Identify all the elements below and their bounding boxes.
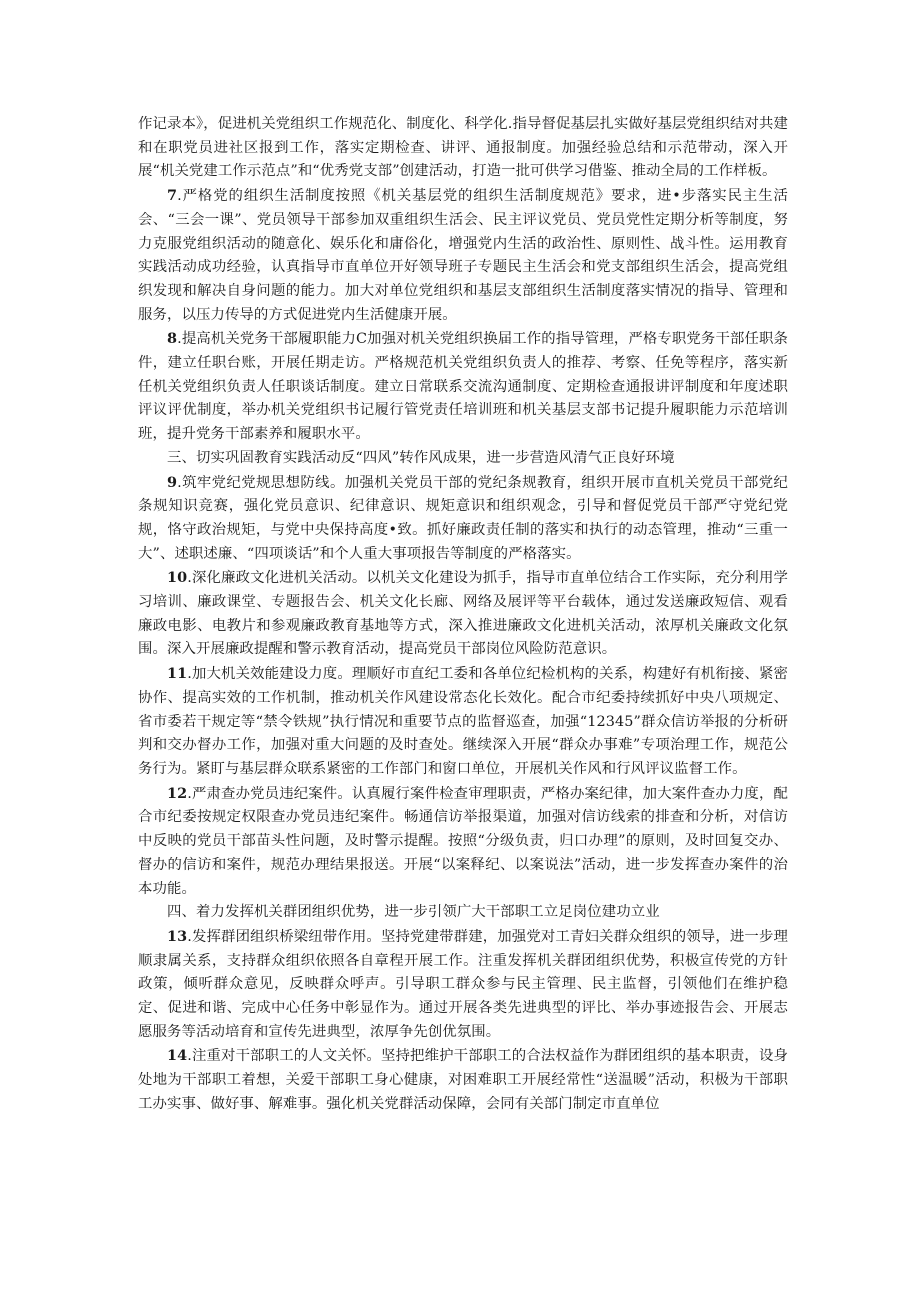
item-number: 7 — [167, 187, 178, 205]
paragraph-item-7 — [138, 184, 788, 327]
item-number: 12 — [167, 784, 188, 802]
paragraph-text: .注重对干部职工的人文关怀。坚持把维护干部职工的合法权益作为群团组织的基本职责，设身处地为干部职工着想，关爱干部职工身心健康，对困难职工开展经常性“送温暖”活动，积极为干部职工办实事、做好事、解难事。强化机关党群活动保障，会同有关部门制定市直单位 — [138, 1048, 788, 1112]
paragraph-item-11 — [138, 662, 788, 782]
paragraph-item-9 — [138, 471, 788, 567]
paragraph-continuation — [138, 113, 788, 184]
paragraph-item-13 — [138, 925, 788, 1045]
item-number: 13 — [167, 927, 188, 945]
item-number: 14 — [167, 1047, 188, 1065]
paragraph-item-14 — [138, 1044, 788, 1116]
heading-text: 四、着力发挥机关群团组织优势，进一步引领广大干部职工立足岗位建功立业 — [167, 904, 660, 921]
section-heading-3 — [138, 447, 788, 471]
paragraph-text: .发挥群团组织桥梁纽带作用。坚持党建带群建，加强党对工青妇关群众组织的领导，进一步理顺隶属关系，支持群众组织依照各自章程开展工作。注重发挥机关群团组织优势，积极宣传党的方针政策，倾听群众意见，反映群众呼声。引导职工群众参与民主管理、民主监督，引领他们在维护稳定、促进和谐、完成中心任务中彰显作为。通过开展各类先进典型的评比、举办事迹报告会、开展志愿服务等活动培育和宣传先进典型，浓厚争先创优氛围。 — [138, 928, 788, 1040]
section-heading-4 — [138, 901, 788, 925]
paragraph-text: .筑牢党纪党规思想防线。加强机关党员干部的党纪条规教育，组织开展市直机关党员干部党纪条规知识竞赛，强化党员意识、纪律意识、规矩意识和组织观念，引导和督促党员干部严守党纪党规，恪守政治规矩，与党中央保持高度•致。抓好廉政责任制的落实和执行的动态管理，推动“三重一大”、述职述廉、“四项谈话”和个人重大事项报告等制度的严格落实。 — [138, 474, 788, 562]
item-number: 8 — [167, 330, 178, 348]
paragraph-text: .加大机关效能建设力度。理顺好市直纪工委和各单位纪检机构的关系，构建好有机衔接、紧密协作、提高实效的工作机制，推动机关作风建设常态化长效化。配合市纪委持续抓好中央八项规定、省市委若干规定等“禁令铁规”执行情况和重要节点的监督巡查，加强“12345”群众信访举报的分析研判和交办督办工作，加强对重大问题的及时查处。继续深入开展“群众办事难”专项治理工作，规范公务行为。紧盯与基层群众联系紧密的工作部门和窗口单位，开展机关作风和行风评议监督工作。 — [138, 666, 788, 777]
item-number: 10 — [167, 569, 188, 587]
heading-text: 三、切实巩固教育实践活动反“四风”转作风成果，进一步营造风清气正良好环境 — [167, 449, 675, 466]
paragraph-text: 作记录本》，促进机关党组织工作规范化、制度化、科学化.指导督促基层扎实做好基层党组织结对共建和在职党员进社区报到工作，落实定期检查、讲评、通报制度。加强经验总结和示范带动，深入开展“机关党建工作示范点”和“优秀党支部”创建活动，打造一批可供学习借鉴、推动全局的工作样板。 — [138, 116, 788, 180]
paragraph-item-8 — [138, 327, 788, 447]
paragraph-item-12 — [138, 782, 788, 902]
paragraph-text: .严格党的组织生活制度按照《机关基层党的组织生活制度规范》要求，进•步落实民主生活会、“三会一课”、党员领导干部参加双重组织生活会、民主评议党员、党员党性定期分析等制度，努力克服党组织活动的随意化、娱乐化和庸俗化，增强党内生活的政治性、原则性、战斗性。运用教育实践活动成功经验，认真指导市直单位开好领导班子专题民主生活会和党支部组织生活会，提高党组织发现和解决自身问题的能力。加大对单位党组织和基层支部组织生活制度落实情况的指导、管理和服务，以压力传导的方式促进党内生活健康开展。 — [138, 188, 788, 323]
item-number: 9 — [167, 473, 178, 491]
paragraph-text: .严肃查办党员违纪案件。认真履行案件检查审理职责，严格办案纪律，加大案件查办力度，配合市纪委按规定权限查办党员违纪案件。畅通信访举报渠道，加强对信访线索的排查和分析，对信访中反映的党员干部苗头性问题，及时警示提醒。按照“分级负责，归口办理”的原则，及时回复交办、督办的信访和案件，规范办理结果报送。开展“以案释纪、以案说法”活动，进一步发挥查办案件的治本功能。 — [138, 785, 788, 897]
paragraph-text: .提高机关党务干部履职能力C加强对机关党组织换届工作的指导管理，严格专职党务干部任职条件，建立任职台账，开展任期走访。严格规范机关党组织负责人的推荐、考察、任免等程序，落实新任机关党组织负责人任职谈话制度。建立日常联系交流沟通制度、定期检查通报讲评制度和年度述职评议评优制度，举办机关党组织书记履行管党责任培训班和机关基层支部书记提升履职能力示范培训班，提升党务干部素养和履职水平。 — [138, 331, 788, 443]
item-number: 11 — [167, 665, 188, 683]
paragraph-item-10 — [138, 566, 788, 662]
paragraph-text: .深化廉政文化进机关活动。以机关文化建设为抓手，指导市直单位结合工作实际，充分利用学习培训、廉政课堂、专题报告会、机关文化长廊、网络及展评等平台载体，通过发送廉政短信、观看廉政电影、电教片和参观廉政教育基地等方式，深入推进廉政文化进机关活动，浓厚机关廉政文化氛围。深入开展廉政提醒和警示教育活动，提高党员干部岗位风险防范意识。 — [138, 570, 788, 658]
